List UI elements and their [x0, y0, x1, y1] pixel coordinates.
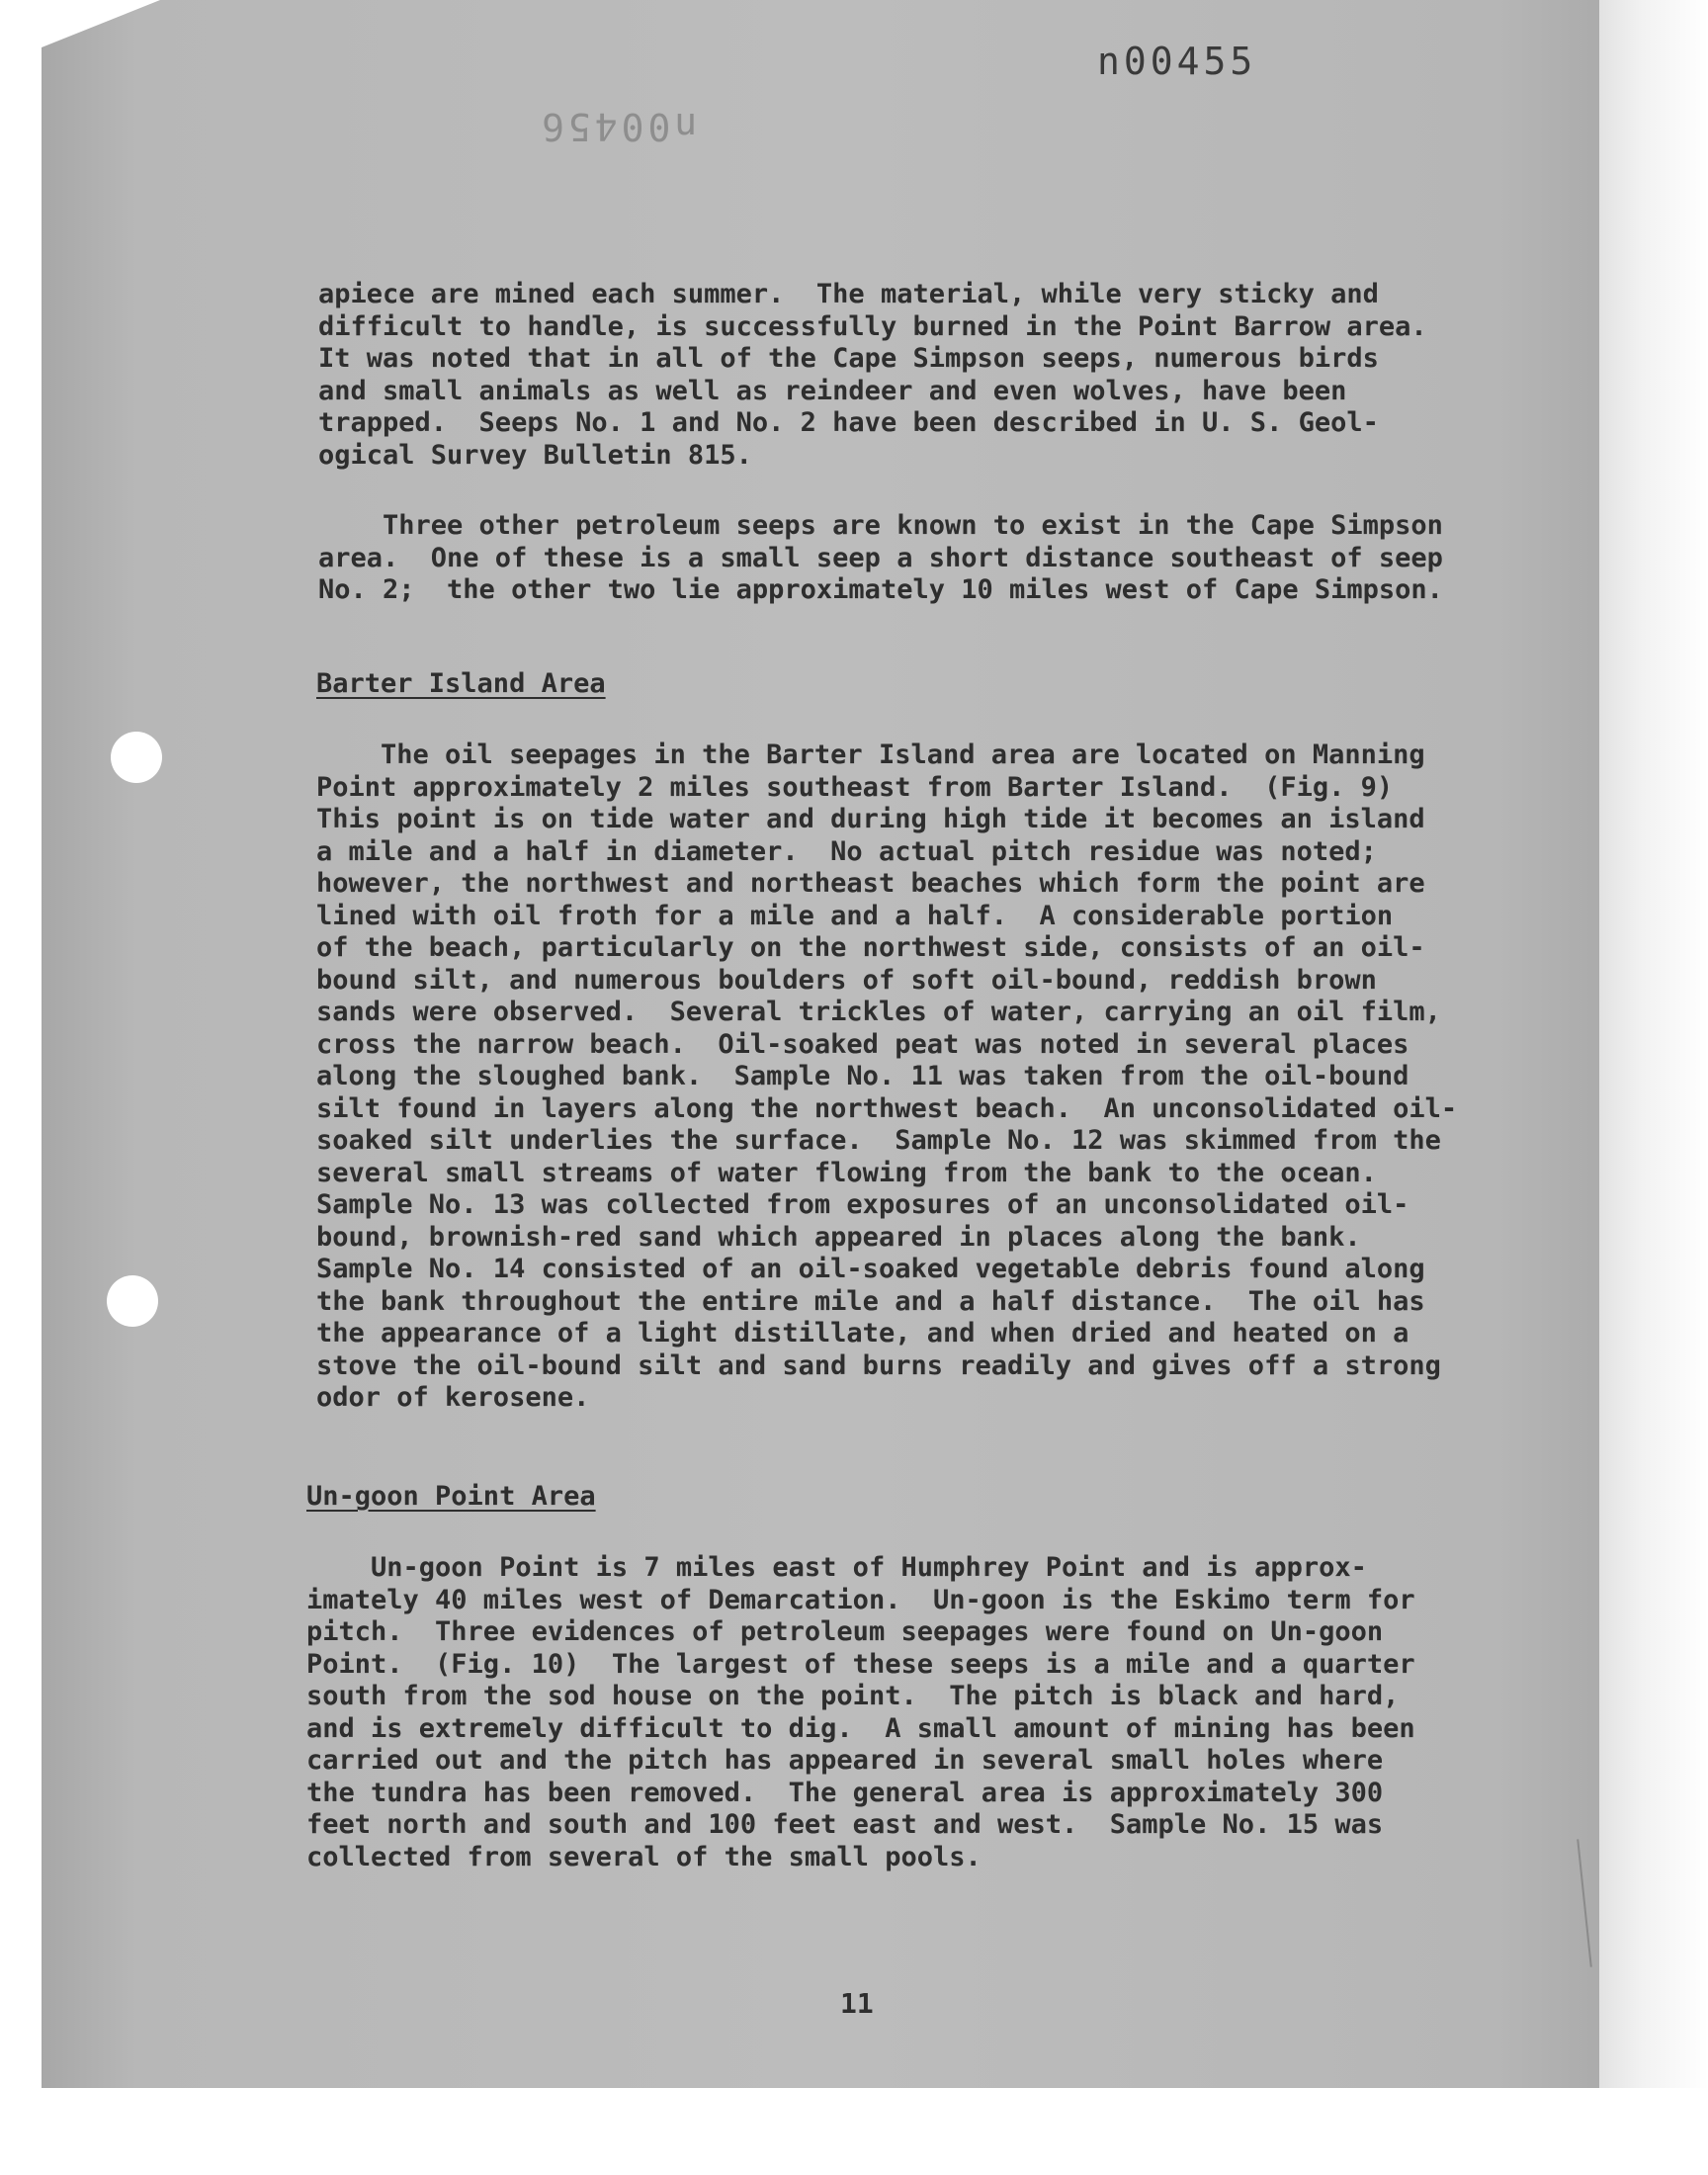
scan-bottom-margin — [0, 2088, 1708, 2175]
intro-continuation-paragraph: apiece are mined each summer. The material, while very sticky and difficult to handle, is successfully burned in the Point Barrow area. It was noted that in all of the Cape Simpson seeps, numerous birds and small animals as well as reindeer and even wolves, have been trapped. Seeps No. 1 and No. 2 have been described in U. S. Geol- ogical Survey Bulletin 815. — [318, 279, 1427, 471]
three-other-seeps-paragraph: Three other petroleum seeps are known to exist in the Cape Simpson area. One of these is a small seep a short distance southeast of seep No. 2; the other two lie approximately 10 miles west of Cape Simpson. — [318, 510, 1443, 605]
document-number-stamp: n00455 — [1097, 40, 1257, 83]
ungoon-point-paragraph: Un-goon Point is 7 miles east of Humphrey Point and is approx- imately 40 miles west of Demarcation. Un-goon is the Eskimo term for pitch. Three evidences of petroleum seepages were found on Un-goon Point. (Fig. 10) The largest of these seeps is a mile and a quarter south from the sod house on the point. The pitch is black and hard, and is extremely difficult to dig. A small amount of mining has been carried out and the pitch has appeared in several small holes where the tundra has been removed. The general area is approximately 300 feet north and south and 100 feet east and west. Sample No. 15 was collected from several of the small pools. — [306, 1552, 1415, 1872]
document-page — [42, 0, 1623, 2088]
punch-hole-top — [111, 732, 162, 783]
scan-right-margin — [1599, 0, 1708, 2088]
folded-corner — [42, 0, 160, 47]
paper-crease-mark — [1577, 1839, 1592, 1966]
barter-island-heading: Barter Island Area — [316, 668, 606, 699]
ungoon-point-heading: Un-goon Point Area — [306, 1481, 596, 1512]
document-number-mirrored-stamp: n00456 — [538, 105, 698, 148]
punch-hole-bottom — [107, 1275, 158, 1327]
page-number: 11 — [840, 1987, 874, 2020]
barter-island-paragraph: The oil seepages in the Barter Island area are located on Manning Point approximately 2 miles southeast from Barter Island. (Fig. 9) This point is on tide water and during high tide it becomes an island a mile and a half in diameter. No actual pitch residue was noted; however, the northwest and northeast beaches which form the point are lined with oil froth for a mile and a half. A considerable portion of the beach, particularly on the northwest side, consists of an oil- bound silt, and numerous boulders of soft oil-bound, reddish brown sands were observed. Several trickles of water, carrying an oil film, cross the narrow beach. Oil-soaked peat was noted in several places along the sloughed bank. Sample No. 11 was taken from the oil-bound silt found in layers along the northwest beach. An unconsolidated oil- soaked silt underlies the surface. Sample No. 12 was skimmed from the several small streams of water flowing from the bank to the ocean. Sample No. 13 was collected from exposures of an unconsolidated oil- bound, brownish-red sand which appeared in places along the bank. Sample No. 14 consisted of an oil-soaked vegetable debris found along the bank throughout the entire mile and a half distance. The oil has the appearance of a light distillate, and when dried and heated on a stove the oil-bound silt and sand burns readily and gives off a strong odor of kerosene. — [316, 740, 1458, 1413]
